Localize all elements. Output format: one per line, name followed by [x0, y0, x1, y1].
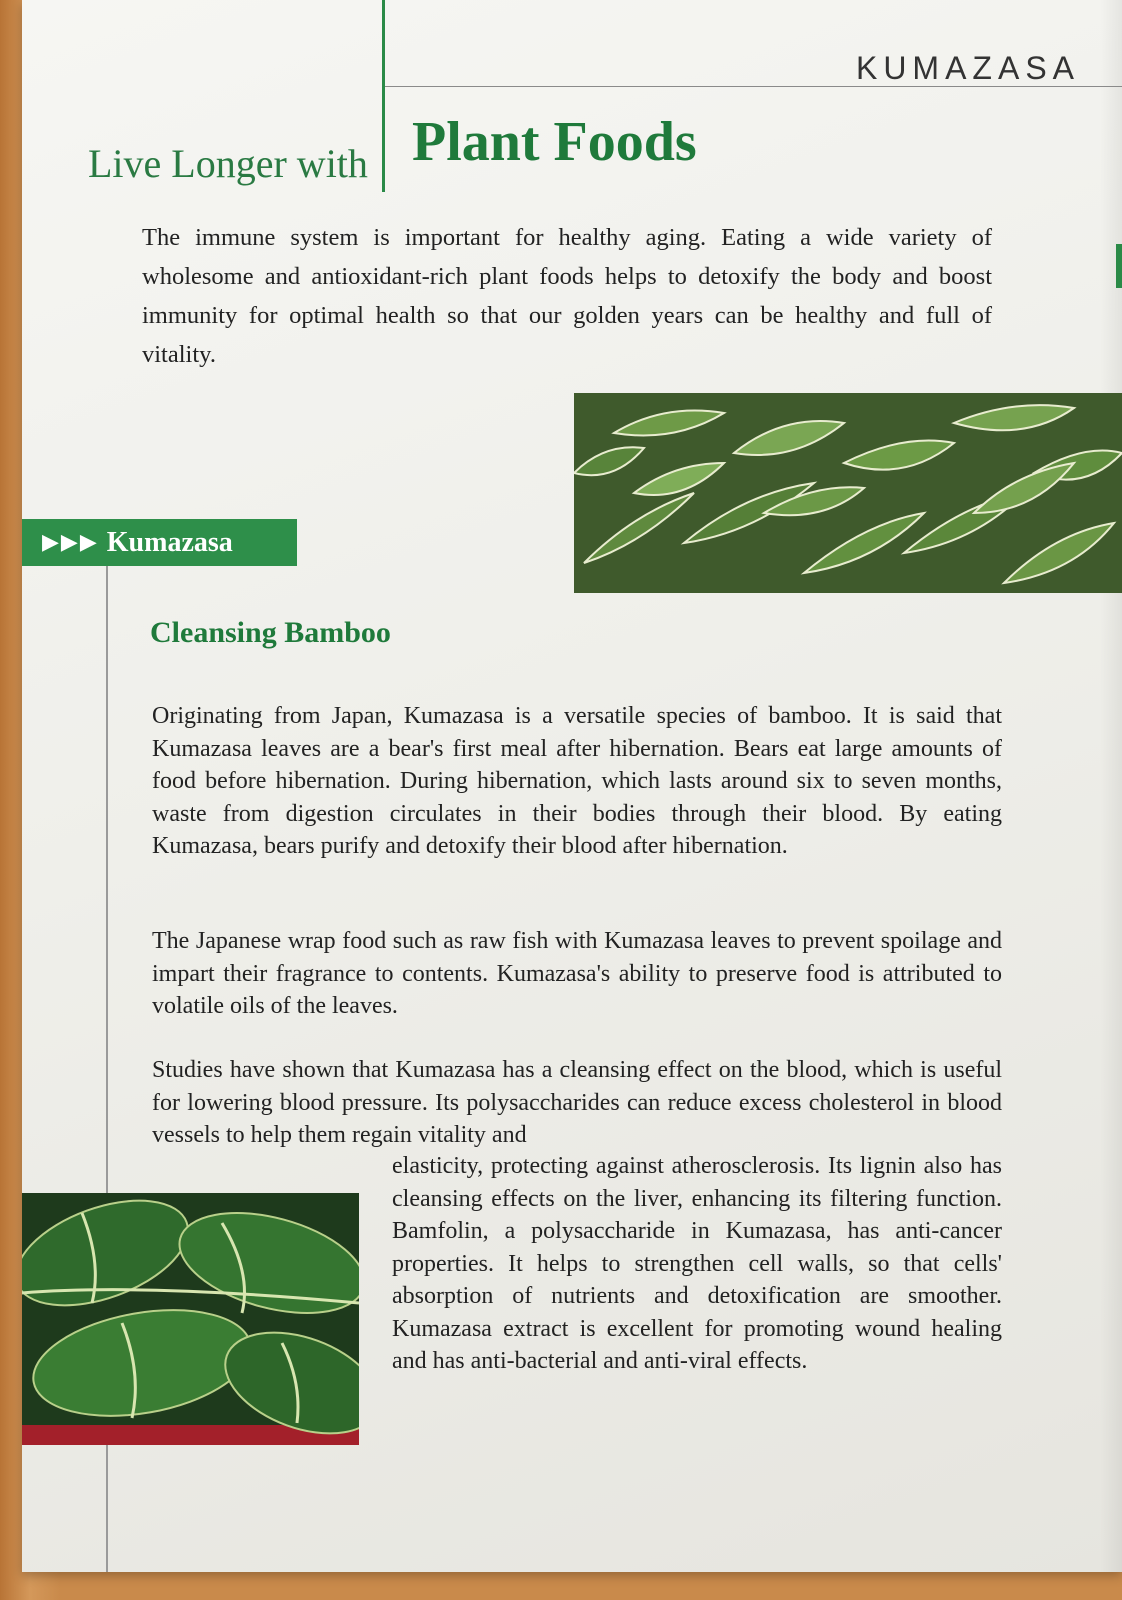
intro-paragraph: The immune system is important for healthy aging. Eating a wide variety of wholesome and antioxidant-rich plant foods helps to detoxify the body and boost immunity for optimal health so that our golden years can be healthy and full of vitality.	[142, 224, 992, 368]
wrapped-food-photo	[22, 1193, 359, 1445]
triple-arrow-icon: ▶▶▶	[42, 530, 99, 555]
section-subheading: Cleansing Bamboo	[150, 616, 391, 649]
header-vertical-rule	[382, 0, 385, 192]
page-title: Plant Foods	[412, 111, 697, 173]
brochure-page	[22, 0, 1122, 1572]
section-tag-kumazasa	[22, 519, 297, 566]
page-shadow	[1100, 0, 1122, 1572]
paragraph-studies-part1: Studies have shown that Kumazasa has a cleansing effect on the blood, which is useful for lowering blood pressure. Its polysaccharides can reduce excess cholesterol in blood vessels to help them regain vitality and	[152, 1057, 1002, 1148]
title-prefix: Live Longer with	[88, 141, 368, 186]
edge-tab-marker	[1116, 244, 1122, 288]
brand-name: KUMAZASA	[855, 50, 1080, 86]
paragraph-origin: Originating from Japan, Kumazasa is a versatile species of bamboo. It is said that Kumazasa leaves are a bear's first meal after hibernation. Bears eat large amounts of food before hibernation. During hibernation, which lasts around six to seven months, waste from digestion circulates in their bodies through their blood. By eating Kumazasa, bears purify and detoxify their blood after hibernation.	[152, 703, 1002, 859]
paragraph-studies-part2: elasticity, protecting against atherosclerosis. Its lignin also has cleansing effects on the liver, enhancing its filtering function. Bamfolin, a polysaccharide in Kumazasa, has anti-cancer properties. It helps to strengthen cell walls, so that cells' absorption of nutrients and detoxification are smoother. Kumazasa extract is excellent for promoting wound healing and has anti-bacterial and anti-viral effects.	[392, 1153, 1002, 1374]
paragraph-food-wrapping: The Japanese wrap food such as raw fish with Kumazasa leaves to prevent spoilage and impart their fragrance to contents. Kumazasa's ability to preserve food is attributed to volatile oils of the leaves.	[152, 928, 1002, 1019]
section-tag-label: Kumazasa	[106, 526, 233, 558]
bamboo-leaves-photo	[574, 393, 1122, 593]
